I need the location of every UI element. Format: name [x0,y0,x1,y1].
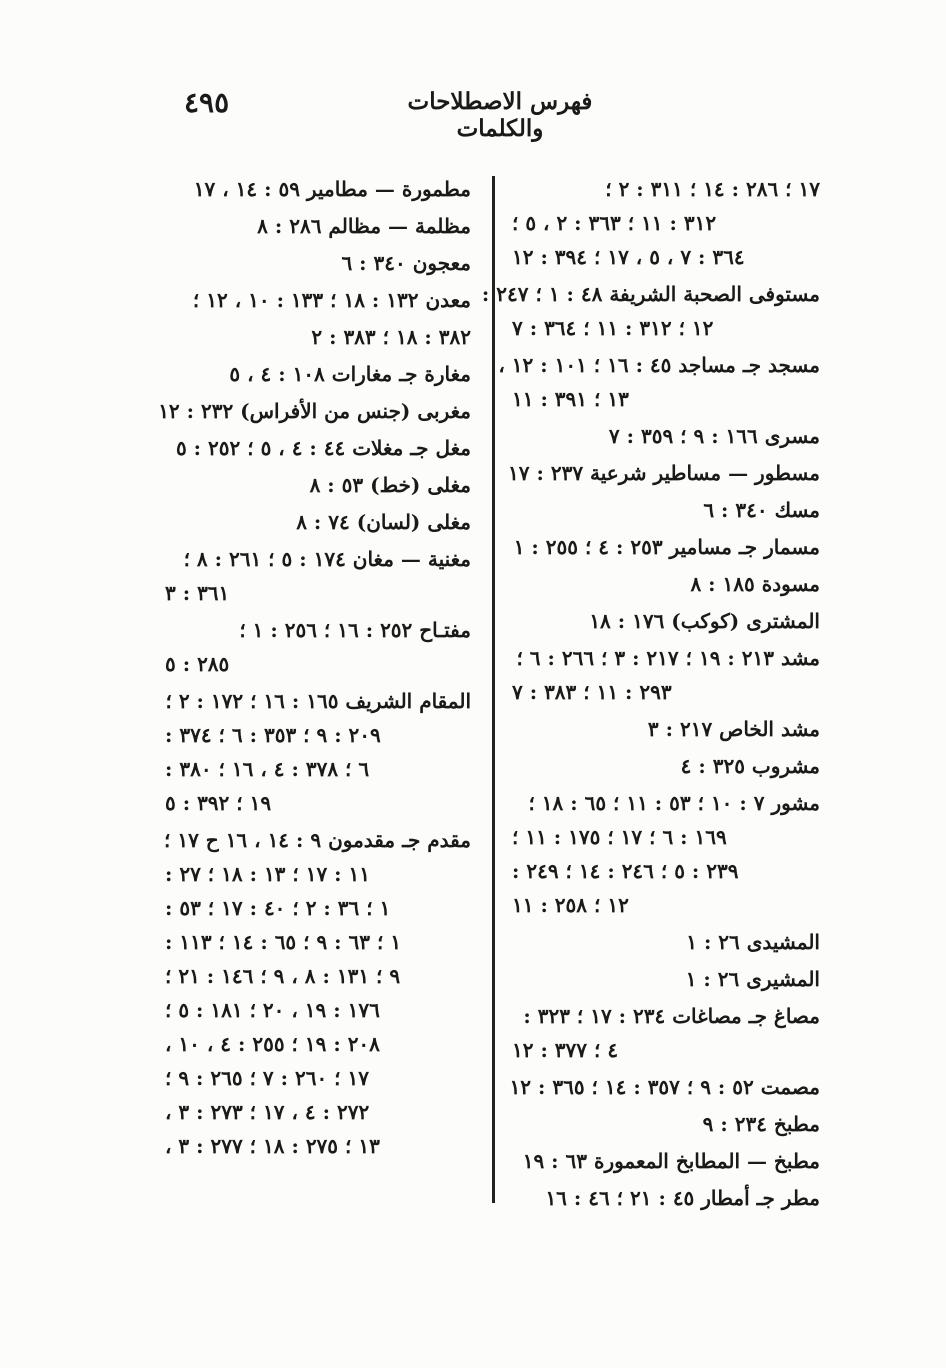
index-entry-continuation: ٢٣٩ : ٥ ؛ ٢٤٦ : ١٤ ؛ ٢٤٩ : [512,859,739,883]
index-entry [512,786,820,922]
index-entry [165,431,471,465]
index-entry-continuation: ٢٩٣ : ١١ ؛ ٣٨٣ : ٧ [512,680,672,704]
index-entry-line: مغل جـ مغلات ٤٤ : ٤ ، ٥ ؛ ٢٥٢ : ٥ [175,436,471,460]
index-entry [165,613,471,681]
index-entry-continuation: ١٣ ؛ ٢٧٥ : ١٨ ؛ ٢٧٧ : ٣ ، [165,1134,380,1158]
index-entry [165,684,471,820]
index-entry-line: مغلى (لسان) ٧٤ : ٨ [296,510,471,534]
index-entry [165,172,471,206]
index-entry [512,604,820,638]
index-entry-continuation: ٩ ؛ ١٣١ : ٨ ، ٩ ؛ ١٤٦ : ٢١ ؛ [165,964,401,988]
index-entry [165,320,471,354]
index-entry-line: مغنية — مغان ١٧٤ : ٥ ؛ ٢٦١ : ٨ ؛ [183,547,471,571]
index-entry-continuation: ١١ : ١٧ ؛ ١٣ : ١٨ ؛ ٢٧ : [165,862,370,886]
index-column-left [158,172,471,1166]
index-entry-continuation: ١ ؛ ٣٦ : ٢ ؛ ٤٠ : ١٧ ؛ ٥٣ : [165,896,391,920]
index-entry-continuation: ٣١٢ : ١١ ؛ ٣٦٣ : ٢ ، ٥ ؛ [512,211,717,235]
index-entry-continuation: ٣٦١ : ٣ [165,581,230,605]
index-entry-continuation: ٣٦٤ : ٧ ، ٥ ، ١٧ ؛ ٣٩٤ : ١٢ [512,245,745,269]
index-entry [165,246,471,280]
index-entry [512,962,820,996]
index-entry [512,641,820,709]
index-entry [165,468,471,502]
index-entry [512,925,820,959]
index-entry-continuation: ١٢ ؛ ٣١٢ : ١١ ؛ ٣٦٤ : ٧ [512,316,714,340]
index-entry-line: مسطور — مساطير شرعية ٢٣٧ : ١٧ [508,461,820,485]
index-entry-line: المقام الشريف ١٦٥ : ١٦ ؛ ١٧٢ : ٢ ؛ [165,689,471,713]
index-entry-continuation: ١٢ ؛ ٢٥٨ : ١١ [512,893,629,917]
index-entry [512,1107,820,1141]
index-entry-continuation: ٢٧٢ : ٤ ، ١٧ ؛ ٢٧٣ : ٣ ، [165,1100,370,1124]
index-entry-line: معدن ١٣٢ : ١٨ ؛ ١٣٣ : ١٠ ، ١٢ ؛ [192,288,471,312]
index-entry-continuation: ٤ ؛ ٣٧٧ : ١٢ [512,1038,619,1062]
index-entry-line: مشد ٢١٣ : ١٩ ؛ ٢١٧ : ٣ ؛ ٢٦٦ : ٦ ؛ [516,646,820,670]
index-entry-line: مطبخ ٢٣٤ : ٩ [702,1112,820,1136]
index-entry [508,456,820,490]
index-entry [165,283,471,317]
index-entry-continuation: ١ ؛ ٦٣ : ٩ ؛ ٦٥ : ١٤ ؛ ١١٣ : [165,930,402,954]
index-entry-line: مستوفى الصحبة الشريفة ٤٨ : ١ ؛ ٢٤٧ : [481,282,820,306]
index-entry [512,1181,820,1215]
index-entry-line: مسرى ١٦٦ : ٩ ؛ ٣٥٩ : ٧ [608,424,820,448]
index-entry-line: مصاغ جـ مصاغات ٢٣٤ : ١٧ ؛ ٣٢٣ : [523,1004,820,1028]
index-entry-continuation: ١٩ ؛ ٣٩٢ : ٥ [165,791,272,815]
index-entry-line: مسك ٣٤٠ : ٦ [703,498,820,522]
index-entry-line: مغلى (خط) ٥٣ : ٨ [309,473,471,497]
index-entry [165,357,471,391]
index-entry [512,530,820,564]
index-entry-line: مسودة ١٨٥ : ٨ [690,572,820,596]
index-entry-line: مقدم جـ مقدمون ٩ : ١٤ ، ١٦ ح ١٧ ؛ [164,828,471,852]
index-entry-line: مغربى (جنس من الأفراس) ٢٣٢ : ١٢ [158,399,471,423]
running-title: فهرس الاصطلاحات والكلمات [407,88,593,142]
index-entry-line: مظلمة — مظالم ٢٨٦ : ٨ [257,214,471,238]
column-divider [492,176,495,1203]
index-entry [481,277,820,345]
index-entry-continuation: ٢٠٨ : ١٩ ؛ ٢٥٥ : ٤ ، ١٠ ، [165,1032,380,1056]
index-entry-line: المشترى (كوكب) ١٧٦ : ١٨ [589,609,820,633]
index-entry [158,394,471,428]
index-entry [512,1144,820,1178]
index-entry-continuation: ١٧ ؛ ٢٦٠ : ٧ ؛ ٢٦٥ : ٩ ؛ [165,1066,369,1090]
index-entry-line: مطمورة — مطامير ٥٩ : ١٤ ، ١٧ [193,177,471,201]
index-entry [165,209,471,243]
index-entry [512,493,820,527]
index-entry [512,172,820,274]
index-entry-line: المشيدى ٢٦ : ١ [686,930,820,954]
index-entry [165,823,471,1163]
index-entry-line: مصمت ٥٢ : ٩ ؛ ٣٥٧ : ١٤ ؛ ٣٦٥ : ١٢ [509,1075,820,1099]
index-entry-line: مشور ٧ : ١٠ ؛ ٥٣ : ١١ ؛ ٦٥ : ١٨ ؛ [528,791,820,815]
index-entry-line: مفتـاح ٢٥٢ : ١٦ ؛ ٢٥٦ : ١ ؛ [239,618,471,642]
index-entry-continuation: ٢٨٥ : ٥ [165,652,230,676]
index-entry-line: ٣٨٢ : ١٨ ؛ ٣٨٣ : ٢ [311,325,471,349]
index-entry-line: مسمار جـ مسامير ٢٥٣ : ٤ ؛ ٢٥٥ : ١ [513,535,820,559]
index-entry-continuation: ١٣ ؛ ٣٩١ : ١١ [512,387,629,411]
page-number: ٤٩٥ [184,86,230,119]
index-entry-line: المشيرى ٢٦ : ١ [685,967,820,991]
index-entry-line: مشروب ٣٢٥ : ٤ [680,754,820,778]
index-entry [165,542,471,610]
index-entry-line: مشد الخاص ٢١٧ : ٣ [647,717,820,741]
index-entry [512,712,820,746]
index-entry-line: مطبخ — المطابخ المعمورة ٦٣ : ١٩ [522,1149,820,1173]
index-entry [512,567,820,601]
index-entry [509,1070,820,1104]
index-entry-continuation: ١٦٩ : ٦ ؛ ١٧ ؛ ١٧٥ : ١١ ؛ [512,825,727,849]
index-entry-line: معجون ٣٤٠ : ٦ [341,251,471,275]
index-entry-continuation: ١٧٦ : ١٩ ، ٢٠ ؛ ١٨١ : ٥ ؛ [165,998,380,1022]
index-entry [498,348,820,416]
index-entry [512,419,820,453]
index-entry-line: ١٧ ؛ ٢٨٦ : ١٤ ؛ ٣١١ : ٢ ؛ [605,177,820,201]
index-entry-continuation: ٦ ؛ ٣٧٨ : ٤ ، ١٦ ؛ ٣٨٠ : [165,757,370,781]
index-entry-line: مغارة جـ مغارات ١٠٨ : ٤ ، ٥ [229,362,471,386]
index-entry [512,749,820,783]
index-entry [165,505,471,539]
index-entry-line: مطر جـ أمطار ٤٥ : ٢١ ؛ ٤٦ : ١٦ [545,1186,820,1210]
index-entry-continuation: ٢٠٩ : ٩ ؛ ٣٥٣ : ٦ ؛ ٣٧٤ : [165,723,381,747]
index-entry-line: مسجد جـ مساجد ٤٥ : ١٦ ؛ ١٠١ : ١٢ ، [498,353,820,377]
index-entry [512,999,820,1067]
index-column-right [481,172,820,1218]
